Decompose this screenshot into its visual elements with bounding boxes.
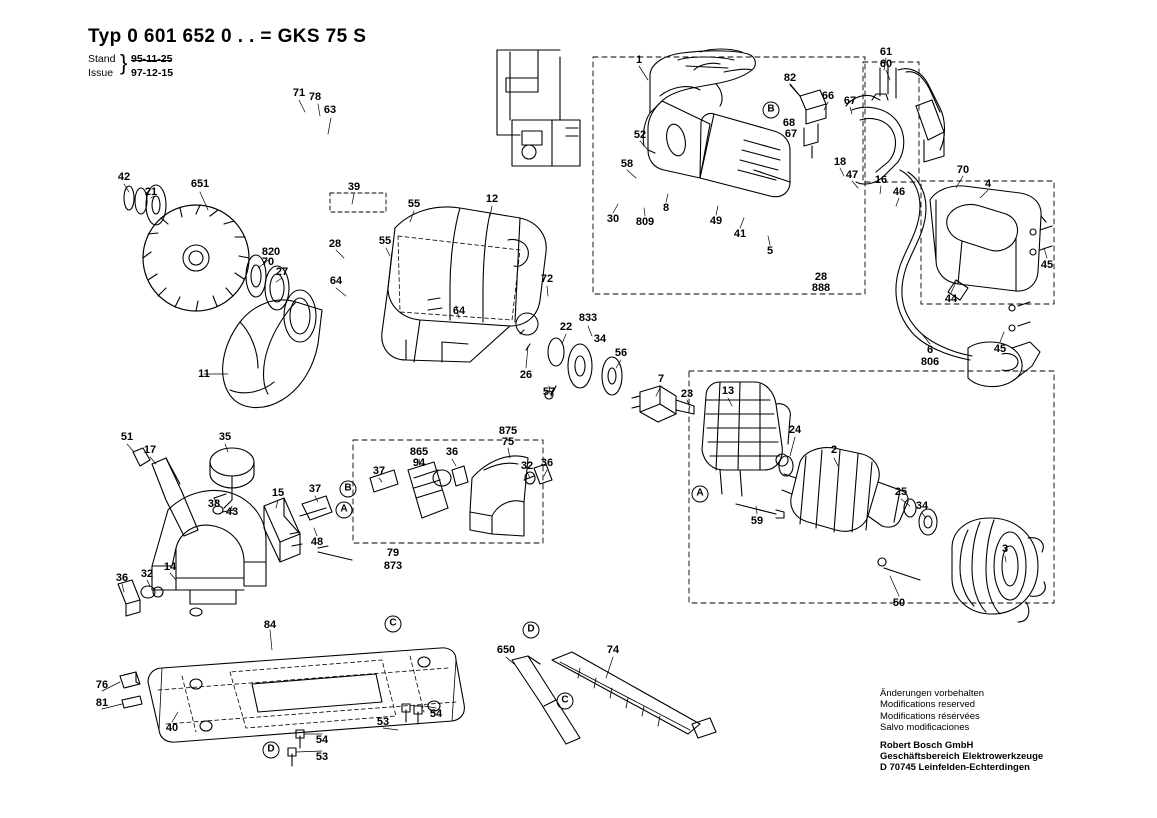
callout-38: 38 [207,498,221,510]
callout-1: 1 [635,54,643,66]
callout-35: 35 [218,431,232,443]
callout-56: 56 [614,347,628,359]
callout-48: 48 [310,536,324,548]
callout-34a: 34 [593,333,607,345]
callout-32a: 32 [520,460,534,472]
company-address: D 70745 Leinfelden-Echterdingen [880,762,1030,774]
callout-7: 7 [657,373,665,385]
callout-806: 806 [920,356,940,368]
callout-67b: 67 [784,128,798,140]
callout-59: 59 [750,515,764,527]
callout-94: 94 [412,457,426,469]
header-brace: } [120,50,128,75]
callout-53a: 53 [376,716,390,728]
callout-44: 44 [944,293,958,305]
callout-16: 16 [874,174,888,186]
callout-30: 30 [606,213,620,225]
ref-marker-c-plate: C [385,616,402,633]
callout-820: 820 [261,246,281,258]
callout-68: 68 [782,117,796,129]
callout-75: 75 [501,436,515,448]
callout-2: 2 [830,444,838,456]
callout-28b: 28 [814,271,828,283]
callout-17: 17 [143,444,157,456]
ref-marker-c-guide: C [557,693,574,710]
callout-26: 26 [519,369,533,381]
callout-21: 21 [144,186,158,198]
callout-23: 23 [680,388,694,400]
callout-22: 22 [559,321,573,333]
callout-3: 3 [1001,543,1009,555]
callout-45b: 45 [993,343,1007,355]
footer-line-es: Salvo modificaciones [880,722,970,734]
callout-809: 809 [635,216,655,228]
callout-888: 888 [811,282,831,294]
callout-66: 66 [821,90,835,102]
callout-53b: 53 [315,751,329,763]
ref-marker-b-base: B [340,481,357,498]
callout-76: 76 [95,679,109,691]
callout-64a: 64 [329,275,343,287]
callout-49: 49 [709,215,723,227]
callout-55a: 55 [407,198,421,210]
callout-52: 52 [633,129,647,141]
issue-label: Issue [88,67,114,79]
callout-6: 6 [926,344,934,356]
callout-43: 43 [225,506,239,518]
callout-71: 71 [292,87,306,99]
callout-45a: 45 [1040,259,1054,271]
callout-8: 8 [662,202,670,214]
ref-marker-a-base: A [336,502,353,519]
callout-14: 14 [163,561,177,573]
callout-15: 15 [271,487,285,499]
callout-74: 74 [606,644,620,656]
callout-60: 60 [879,58,893,70]
company-name: Robert Bosch GmbH [880,739,974,751]
callout-42: 42 [117,171,131,183]
callout-54b: 54 [315,734,329,746]
ref-marker-b-housing: B [763,102,780,119]
issue-value: 97-12-15 [131,67,174,79]
callout-41: 41 [733,228,747,240]
callout-37a: 37 [308,483,322,495]
ref-marker-a-motor: A [692,486,709,503]
callout-84: 84 [263,619,277,631]
callout-24: 24 [788,424,802,436]
callout-865: 865 [409,446,429,458]
stand-value: 95-11-25 [131,53,173,65]
callout-67a: 67 [843,95,857,107]
callout-32b: 32 [140,568,154,580]
callout-78: 78 [308,91,322,103]
callout-61: 61 [879,46,893,58]
callout-58: 58 [620,158,634,170]
company-division: Geschäftsbereich Elektrowerkzeuge [880,751,1044,763]
callout-18: 18 [833,156,847,168]
callout-40: 40 [165,722,179,734]
callout-13: 13 [721,385,735,397]
ref-marker-d-plate: D [263,742,280,759]
callout-12: 12 [485,193,499,205]
callout-875: 875 [498,425,518,437]
callout-650: 650 [496,644,516,656]
callout-64b: 64 [452,305,466,317]
callout-54a: 54 [429,708,443,720]
callout-5: 5 [766,245,774,257]
callout-36b: 36 [540,457,554,469]
callout-50: 50 [892,597,906,609]
callout-36a: 36 [445,446,459,458]
callout-70a: 70 [261,256,275,268]
callout-28a: 28 [328,238,342,250]
page-title: Typ 0 601 652 0 . . = GKS 75 S [88,26,367,47]
callout-55b: 55 [378,235,392,247]
callout-833: 833 [578,312,598,324]
callout-36c: 36 [115,572,129,584]
callout-82: 82 [783,72,797,84]
stand-label: Stand [88,53,116,65]
callout-57: 57 [542,386,556,398]
callout-27: 27 [275,266,289,278]
callout-39: 39 [347,181,361,193]
callout-651: 651 [190,178,210,190]
footer-notes [880,688,1043,774]
callout-46: 46 [892,186,906,198]
callout-51: 51 [120,431,134,443]
footer-line-de: Änderungen vorbehalten [880,688,985,699]
footer-line-en: Modifications reserved [880,699,976,711]
callout-34b: 34 [915,500,929,512]
callout-47: 47 [845,169,859,181]
callout-79: 79 [386,547,400,559]
callout-81: 81 [95,697,109,709]
callout-11: 11 [198,368,210,380]
callout-873: 873 [383,560,403,572]
callout-63: 63 [323,104,337,116]
callout-37b: 37 [372,465,386,477]
footer-line-fr: Modifications résérvées [880,710,980,722]
callout-4: 4 [984,178,992,190]
callout-25: 25 [894,486,908,498]
callout-72: 72 [540,273,554,285]
ref-marker-d-guide: D [523,622,540,639]
callout-70b: 70 [956,164,970,176]
